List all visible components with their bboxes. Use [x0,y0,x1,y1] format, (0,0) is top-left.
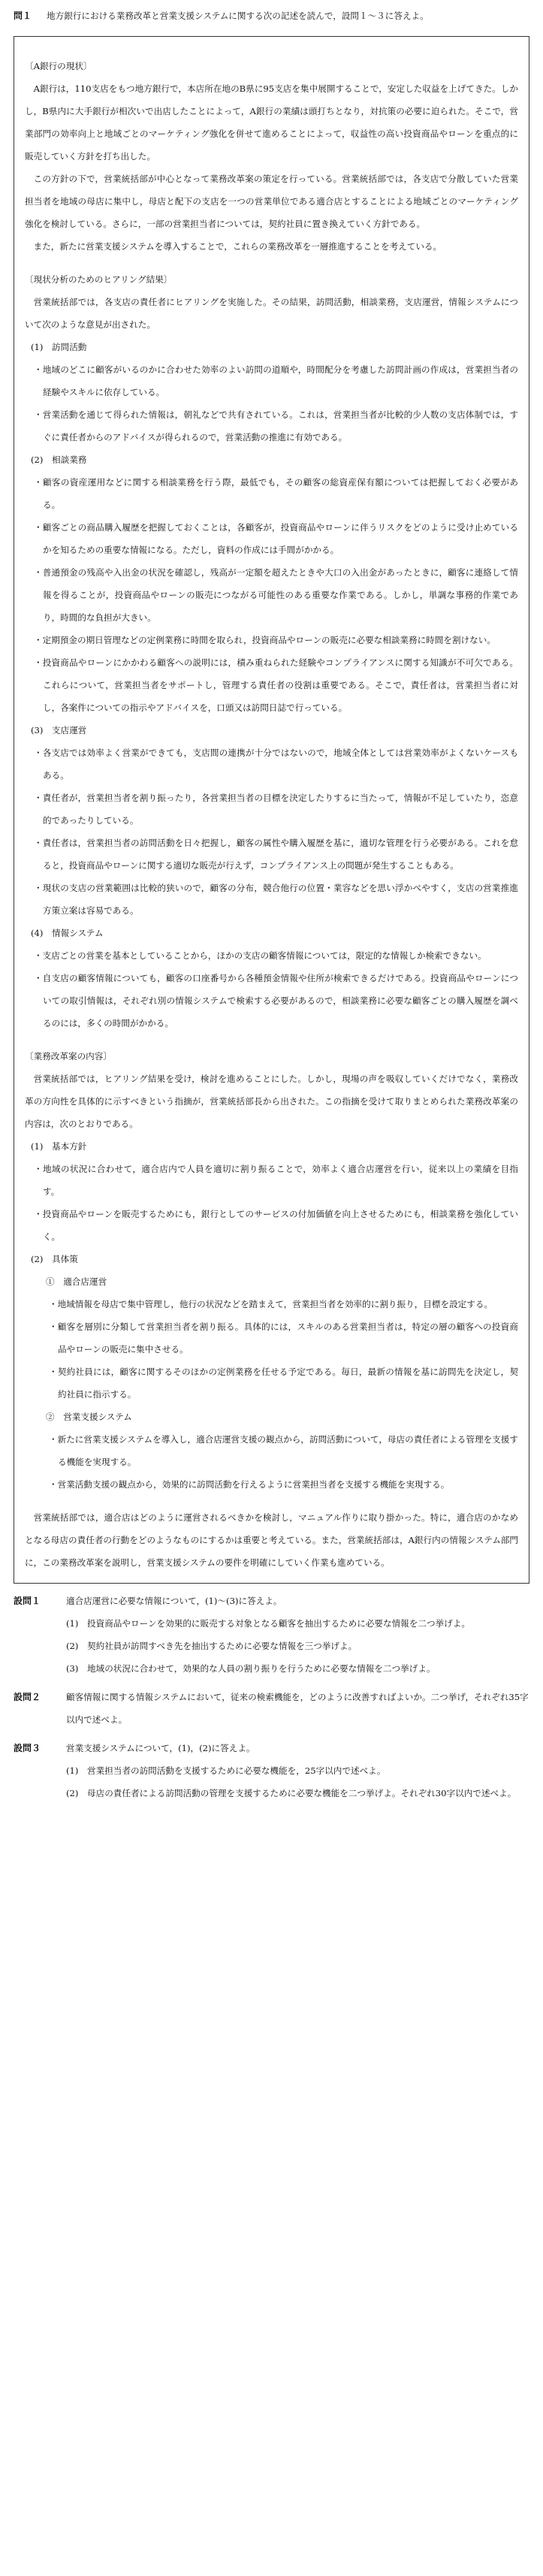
subquestion-1-item: (3) 地域の状況に合わせて，効果的な人員の割り振りを行うために必要な情報を二つ挙げよ。 [66,1663,436,1674]
plan-measure-system-item: ・営業活動支援の観点から，効果的に訪問活動を行えるように営業担当者を支援する機能を実現する。 [49,1479,450,1490]
plan-measure-store-title: ① 適合店運営 [46,1276,107,1287]
hearing-system-title: (4) 情報システム [31,928,104,938]
hearing-consulting-item: ・普通預金の残高や入出金の状況を確認し，残高が一定額を超えたときや大口の入出金があったときに，顧客に連絡して情報を得ることが，投資商品やローンの販売につながる可能性のある重要な作業である。しかし，単調な事務的作業であり，時間的な負担が大きい。 [34,567,518,623]
subquestion-3-item: (1) 営業担当者の訪問活動を支援するために必要な機能を，25字以内で述べよ。 [66,1765,386,1776]
hearing-branch-item: ・責任者が，営業担当者を割り振ったり，各営業担当者の目標を決定したりするに当たって，情報が不足していたり，恣意的であったりしている。 [34,793,518,826]
plan-measure-system-title: ② 営業支援システム [46,1412,132,1422]
section-plan [25,1045,518,1496]
plan-measure-store-item: ・契約社員には，顧客に関するそのほかの定例業務を任せる予定である。毎日，最新の情報を基に訪問先を決定し，契約社員に指示する。 [49,1367,518,1400]
plan-measure-store-item: ・顧客を層別に分類して営業担当者を割り振る。具体的には，スキルのある営業担当者は，特定の層の顧客への投資商品やローンの販売に集中させる。 [49,1321,518,1354]
hearing-consulting-item: ・顧客ごとの商品購入履歴を把握しておくことは，各顧客が，投資商品やローンに伴うリスクをどのように受け止めているかを知るための重要な情報になる。ただし，資料の作成には手間がかかる。 [34,522,518,555]
current-paragraph-3: また，新たに営業支援システムを導入することで，これらの業務改革を一層推進することを考えている。 [33,241,442,252]
current-paragraph-2: この方針の下で，営業統括部が中心となって業務改革案の策定を行っている。営業統括部では，各支店で分散していた営業担当者を地域の母店に集中し，母店と配下の支店を一つの営業単位である適合店とすることによる地域ごとのマーケティング強化を検討している。さらに，一部の営業担当者については，契約社員に置き換えていく方針である。 [25,174,518,229]
plan-basic-item: ・投資商品やローンを販売するためにも，銀行としてのサービスの付加価値を向上させるためにも，相談業務を強化していく。 [34,1209,518,1242]
closing-paragraph: 営業統括部では，適合店はどのように運営されるべきかを検討し，マニュアル作りに取り掛かった。特に，適合店のかなめとなる母店の責任者の行動をどのようなものにするかは重要と考えている。また，営業統括部は，A銀行内の情報システム部門に，この業務改革案を説明し，営業支援システムの要件を明確にしていく作業も進めている。 [25,1512,518,1568]
plan-intro: 営業統括部では，ヒアリング結果を受け，検討を進めることにした。しかし，現場の声を吸収していくだけでなく，業務改革の方向性を具体的に示すべきという指摘が，営業統括部長から出された。この指摘を受けて取りまとめられた業務改革案の内容は，次のとおりである。 [25,1074,518,1129]
section-hearing-title: 〔現状分析のためのヒアリング結果〕 [25,274,173,285]
section-hearing [25,268,518,1034]
hearing-consulting-item: ・投資商品やローンにかかわる顧客への説明には，積み重ねられた経験やコンプライアンスに関する知識が不可欠である。これらについて，営業担当者をサポートし，管理する責任者の役割は重要である。そこで，責任者は，営業担当者に対し，各案件についての指示やアドバイスを，口頭又は訪問日誌で行っている。 [34,657,518,713]
hearing-consulting-item: ・定期預金の期日管理などの定例業務に時間を取られ，投資商品やローンの販売に必要な相談業務に時間を割けない。 [34,635,496,645]
hearing-branch-item: ・責任者は，営業担当者の訪問活動を日々把握し，顧客の属性や購入履歴を基に，適切な管理を行う必要がある。これを怠ると，投資商品やローンに関する適切な販売が行えず，コンプライアンス上の問題が発生することもある。 [34,838,518,871]
question-label: 問１ [14,11,32,21]
hearing-consulting-title: (2) 相談業務 [31,454,87,465]
hearing-branch-title: (3) 支店運営 [31,725,87,735]
hearing-system-item: ・支店ごとの営業を基本としていることから，ほかの支店の顧客情報については，限定的な情報しか検索できない。 [34,950,487,961]
subquestion-3-item: (2) 母店の責任者による訪問活動の管理を支援するために必要な機能を二つ挙げよ。それぞれ30字以内で述べよ。 [66,1788,517,1798]
section-plan-title: 〔業務改革案の内容〕 [25,1051,112,1062]
plan-basic-title: (1) 基本方針 [31,1141,87,1152]
plan-measures-title: (2) 具体策 [31,1254,78,1264]
plan-measure-store-item: ・地域情報を母店で集中管理し，他行の状況などを踏まえて，営業担当者を効率的に割り振り，目標を設定する。 [49,1299,493,1309]
subquestion-3-text: 営業支援システムについて，(1)，(2)に答えよ。 [66,1743,255,1753]
hearing-system-item: ・自支店の顧客情報についても，顧客の口座番号から各種預金情報や住所が検索できるだけである。投資商品やローンについての取引情報は，それぞれ別の情報システムで検索する必要があるので，相談業務に必要な顧客ごとの購入履歴を調べるのには，多くの時間がかかる。 [34,973,518,1028]
subquestion-1-item: (1) 投資商品やローンを効果的に販売する対象となる顧客を抽出するために必要な情報を二つ挙げよ。 [66,1618,470,1629]
plan-measure-system-item: ・新たに営業支援システムを導入し，適合店運営支援の観点から，訪問活動について，母店の責任者による管理を支援する機能を実現する。 [49,1434,518,1467]
question-intro: 地方銀行における業務改革と営業支援システムに関する次の記述を読んで，設問１〜３に答えよ。 [47,11,429,21]
section-closing [25,1506,518,1574]
hearing-visits-title: (1) 訪問活動 [31,342,87,352]
subquestion-2-text: 顧客情報に関する情報システムにおいて，従来の検索機能を，どのように改善すればよいか。二つ挙げ，それぞれ35字以内で述べよ。 [66,1692,529,1725]
subquestion-1-label: 設問１ [14,1596,41,1606]
hearing-consulting-item: ・顧客の資産運用などに関する相談業務を行う際，最低でも，その顧客の総資産保有額については把握しておく必要がある。 [34,477,518,510]
case-text-box [14,36,529,1584]
subquestion-3 [14,1737,529,1804]
hearing-intro: 営業統括部では，各支店の責任者にヒアリングを実施した。その結果，訪問活動，相談業務，支店運営，情報システムについて次のような意見が出された。 [25,297,518,330]
subquestion-1-item: (2) 契約社員が訪問すべき先を抽出するために必要な情報を三つ挙げよ。 [66,1641,357,1651]
subquestion-2 [14,1686,529,1731]
hearing-visits-item: ・地域のどこに顧客がいるのかに合わせた効率のよい訪問の道順や，時間配分を考慮した訪問計画の作成は，営業担当者の経験やスキルに依存している。 [34,364,518,397]
hearing-visits-item: ・営業活動を通じて得られた情報は，朝礼などで共有されている。これは，営業担当者が比較的少人数の支店体制では，すぐに責任者からのアドバイスが得られるので，営業活動の推進に有効である。 [34,409,518,442]
plan-basic-item: ・地域の状況に合わせて，適合店内で人員を適切に割り振ることで，効率よく適合店運営を行い，従来以上の業績を目指す。 [34,1164,518,1197]
hearing-branch-item: ・現状の支店の営業範囲は比較的狭いので，顧客の分布，競合他行の位置・業容などを思い浮かべやすく，支店の営業推進方策立案は容易である。 [34,883,518,916]
current-paragraph-1: A銀行は，110支店をもつ地方銀行で，本店所在地のB県に95支店を集中展開することで，安定した収益を上げてきた。しかし，B県内に大手銀行が相次いで出店したことによって，A銀行の業績は頭打ちとなり，対抗策の必要に迫られた。そこで，営業部門の効率向上と地域ごとのマーケティング強化を併せて進めることによって，収益性の高い投資商品やローンを重点的に販売していく方針を打ち出した。 [25,83,518,162]
section-current-title: 〔A銀行の現状〕 [25,61,92,71]
subquestion-1 [14,1590,529,1680]
subquestion-1-text: 適合店運営に必要な情報について，(1)〜(3)に答えよ。 [66,1596,282,1606]
subquestion-3-label: 設問３ [14,1743,41,1753]
hearing-branch-item: ・各支店では効率よく営業ができても，支店間の連携が十分ではないので，地域全体としては営業効率がよくないケースもある。 [34,747,518,781]
subquestion-2-label: 設問２ [14,1692,41,1702]
section-current [25,55,518,258]
question-header [14,5,529,27]
